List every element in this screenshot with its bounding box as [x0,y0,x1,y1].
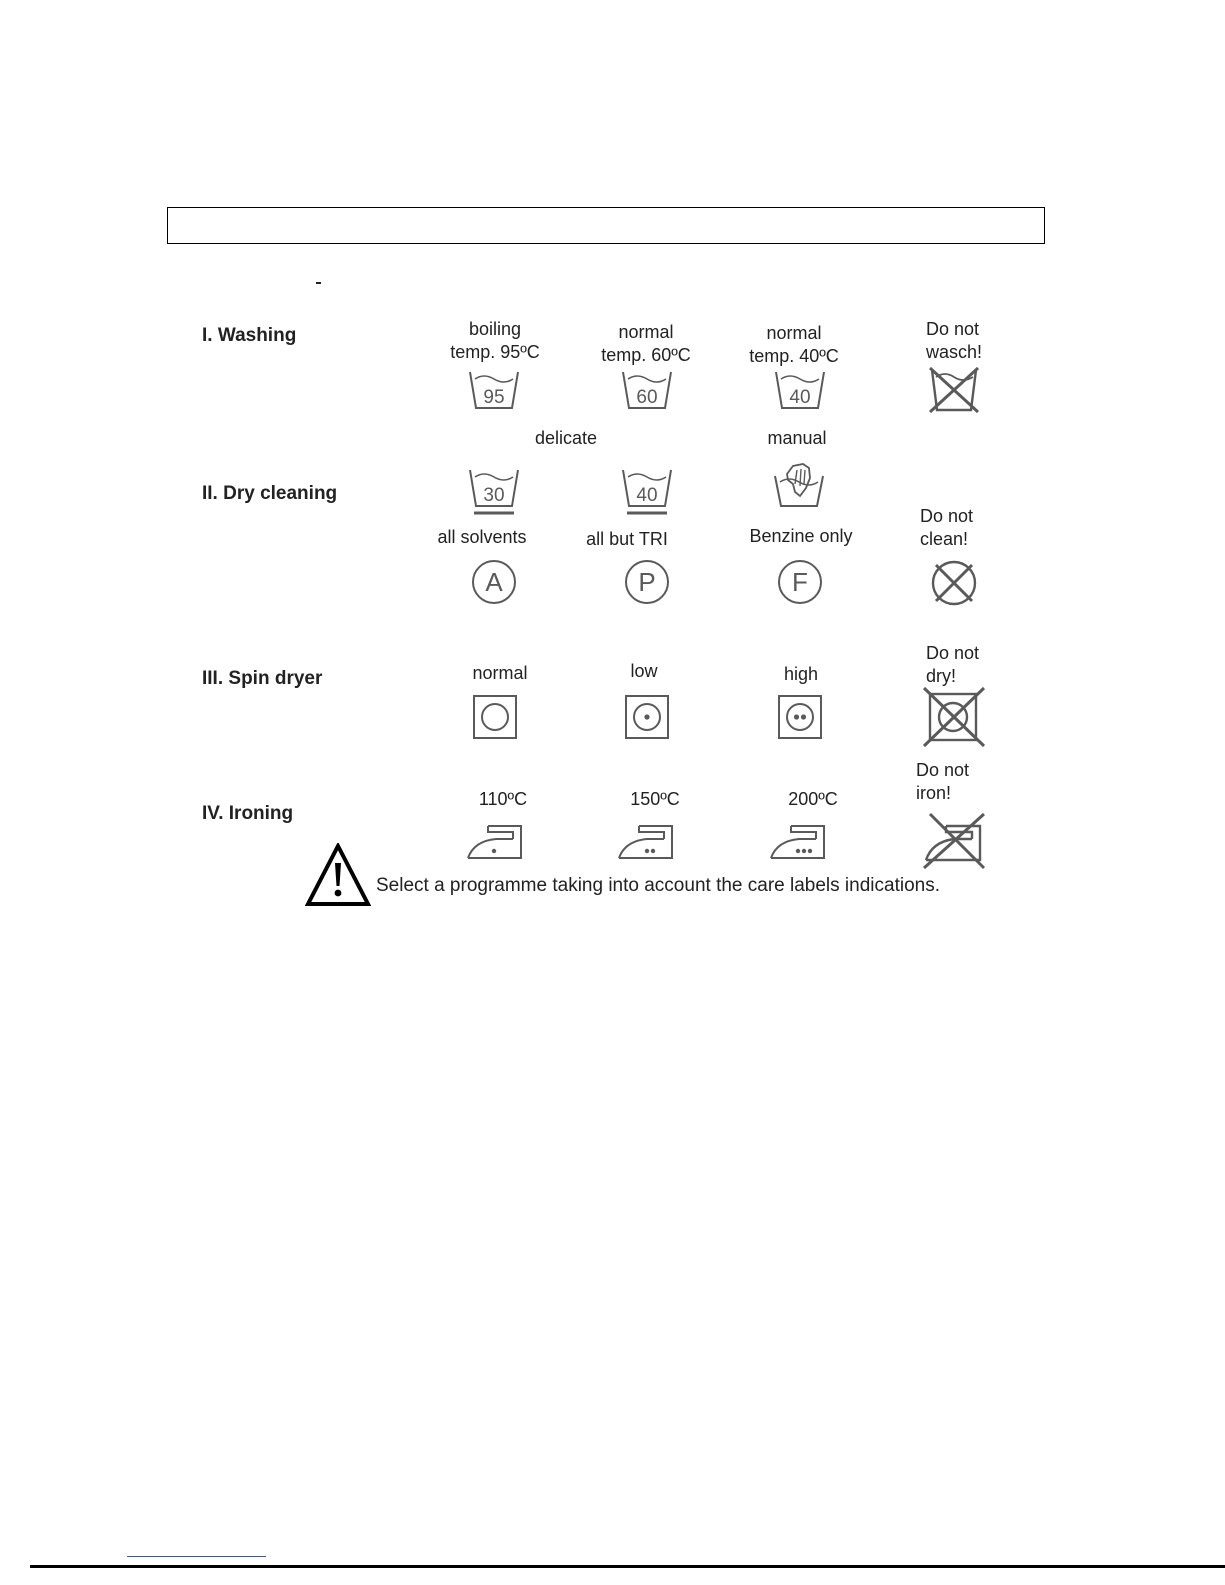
wash-tub-40-icon [774,370,826,410]
label-delicate: delicate [534,428,598,448]
label-normal-60: normal temp. 60ºC [601,322,691,365]
dry-clean-p-icon [624,559,670,605]
do-not-wash-icon [928,366,980,414]
tumble-dry-normal-icon [472,694,518,740]
warning-text: Select a programme taking into account the care labels indications. [376,875,940,896]
header-box [167,207,1045,244]
dash-mark [316,282,321,284]
section-title-washing: I. Washing [202,325,297,346]
warning-triangle-icon [305,843,371,912]
bottom-rule [30,1565,1225,1568]
svg-text:F: F [792,567,808,597]
label-all-solvents: all solvents [437,527,527,547]
label-dryer-high: high [783,664,819,684]
label-iron-110: 110ºC [478,789,528,809]
section-title-spin-dryer: III. Spin dryer [202,668,323,689]
label-do-not-wash: Do not wasch! [926,319,983,362]
iron-110-icon [466,823,524,861]
label-all-but-tri: all but TRI [586,529,668,549]
do-not-iron-icon [920,812,988,870]
iron-200-icon [769,823,827,861]
label-iron-200: 200ºC [788,789,838,809]
section-title-dry-cleaning: II. Dry cleaning [202,483,338,504]
label-dryer-normal: normal [472,663,528,683]
tumble-dry-high-icon [777,694,823,740]
hand-wash-icon [773,462,825,508]
label-do-not-iron: Do not iron! [916,760,970,803]
wash-tub-30-delicate-icon [468,468,520,516]
svg-text:40: 40 [636,485,658,506]
label-do-not-dry: Do not dry! [926,643,980,686]
svg-text:P: P [638,567,656,597]
footnote-rule [127,1556,266,1557]
label-dryer-low: low [630,661,658,681]
label-boiling-temp: boiling temp. 95ºC [450,319,540,362]
label-do-not-clean: Do not clean! [920,506,974,549]
label-iron-150: 150ºC [630,789,680,809]
svg-text:A: A [485,567,503,597]
svg-text:30: 30 [483,485,505,506]
tumble-dry-low-icon [624,694,670,740]
wash-tub-60-icon [621,370,673,410]
do-not-dry-clean-icon [930,559,978,607]
label-normal-40: normal temp. 40ºC [749,323,839,366]
svg-text:40: 40 [789,387,811,408]
label-manual: manual [767,428,827,448]
dry-clean-f-icon [777,559,823,605]
do-not-tumble-dry-icon [922,686,986,748]
dry-clean-a-icon [471,559,517,605]
label-benzine-only: Benzine only [749,526,853,546]
iron-150-icon [617,823,675,861]
section-title-ironing: IV. Ironing [202,803,294,824]
wash-tub-40-delicate-icon [621,468,673,516]
wash-tub-95-icon [468,370,520,410]
svg-text:60: 60 [636,387,658,408]
svg-text:95: 95 [483,387,505,408]
